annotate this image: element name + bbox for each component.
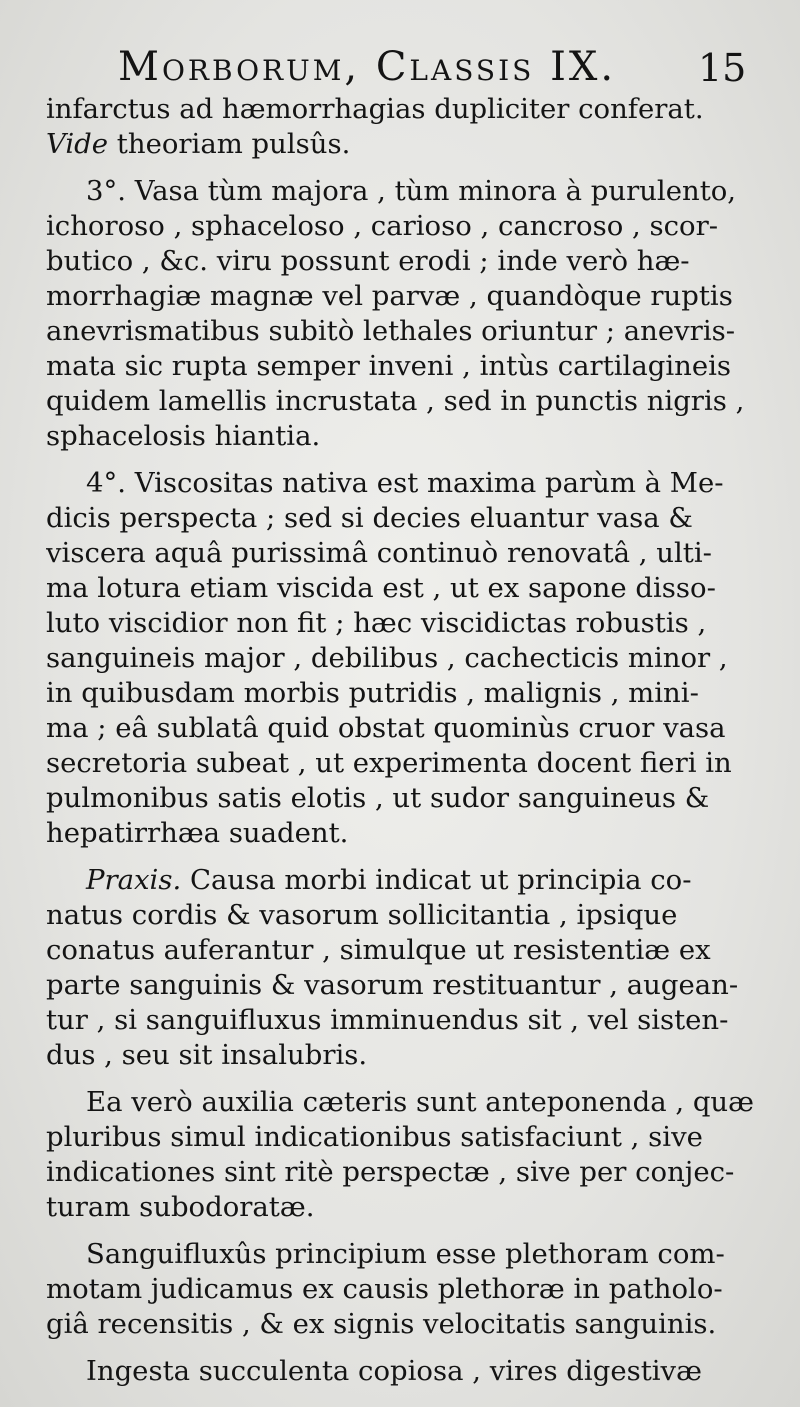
text-line: in quibusdam morbis putridis , malignis , mini- — [46, 677, 699, 709]
text-line: turam subodoratæ. — [46, 1191, 315, 1223]
text-line: quidem lamellis incrustata , sed in punctis nigris , — [46, 385, 745, 417]
page-number: 15 — [698, 46, 747, 90]
paragraph — [46, 1237, 758, 1342]
text-line: dicis perspecta ; sed si decies eluantur vasa & — [46, 502, 693, 534]
text-line: morrhagiæ magnæ vel parvæ , quandòque ruptis — [46, 280, 733, 312]
text-line: dus , seu sit insalubris. — [46, 1039, 368, 1071]
text-line: Ea verò auxilia cæteris sunt anteponenda , quæ — [86, 1086, 754, 1118]
text-line: Praxis. Causa morbi indicat ut principia co- — [86, 864, 692, 896]
text-line: sanguineis major , debilibus , cachecticis minor , — [46, 642, 728, 674]
text-line: ma ; eâ sublatâ quid obstat quominùs cruor vasa — [46, 712, 726, 744]
text-line: Sanguifluxûs principium esse plethoram com- — [86, 1238, 725, 1270]
text-line: parte sanguinis & vasorum restituantur , augean- — [46, 969, 739, 1001]
text-line: secretoria subeat , ut experimenta docent fieri in — [46, 747, 732, 779]
text-line: giâ recensitis , & ex signis velocitatis sanguinis. — [46, 1308, 717, 1340]
paragraph — [46, 174, 758, 454]
text-line: indicationes sint ritè perspectæ , sive per conjec- — [46, 1156, 735, 1188]
text-line: motam judicamus ex causis plethoræ in patholo- — [46, 1273, 723, 1305]
text-line: tur , si sanguifluxus imminuendus sit , vel sisten- — [46, 1004, 729, 1036]
text-line: infarctus ad hæmorrhagias dupliciter conferat. — [46, 93, 704, 125]
text-line: Vide theoriam pulsûs. — [46, 128, 351, 160]
text-line: viscera aquâ purissimâ continuò renovatâ , ulti- — [46, 537, 712, 569]
paragraph — [46, 863, 758, 1073]
text-line: butico , &c. viru possunt erodi ; inde verò hæ- — [46, 245, 690, 277]
text-line: mata sic rupta semper inveni , intùs cartilagineis — [46, 350, 732, 382]
text-line: ichoroso , sphaceloso , carioso , cancroso , scor- — [46, 210, 719, 242]
body-text — [46, 92, 758, 1401]
text-line: Ingesta succulenta copiosa , vires digestivæ — [86, 1355, 702, 1387]
page-header — [0, 40, 800, 100]
paragraph — [46, 1085, 758, 1225]
text-line: 3°. Vasa tùm majora , tùm minora à purulento, — [86, 175, 737, 207]
text-line: hepatirrhæa suadent. — [46, 817, 349, 849]
paragraph — [46, 1354, 758, 1389]
text-line: luto viscidior non fit ; hæc viscidictas robustis , — [46, 607, 707, 639]
text-line: anevrismatibus subitò lethales oriuntur ; anevris- — [46, 315, 736, 347]
text-line: 4°. Viscositas nativa est maxima parùm à Me- — [86, 467, 724, 499]
text-line: conatus auferantur , simulque ut resistentiæ ex — [46, 934, 711, 966]
text-line: ma lotura etiam viscida est , ut ex sapone disso- — [46, 572, 716, 604]
running-head: Morborum, Classis IX. — [118, 44, 617, 90]
text-line: sphacelosis hiantia. — [46, 420, 321, 452]
text-line: natus cordis & vasorum sollicitantia , ipsique — [46, 899, 678, 931]
text-line: pulmonibus satis elotis , ut sudor sanguineus & — [46, 782, 710, 814]
text-line: pluribus simul indicationibus satisfaciunt , sive — [46, 1121, 703, 1153]
paragraph — [46, 466, 758, 851]
paragraph — [46, 92, 758, 162]
